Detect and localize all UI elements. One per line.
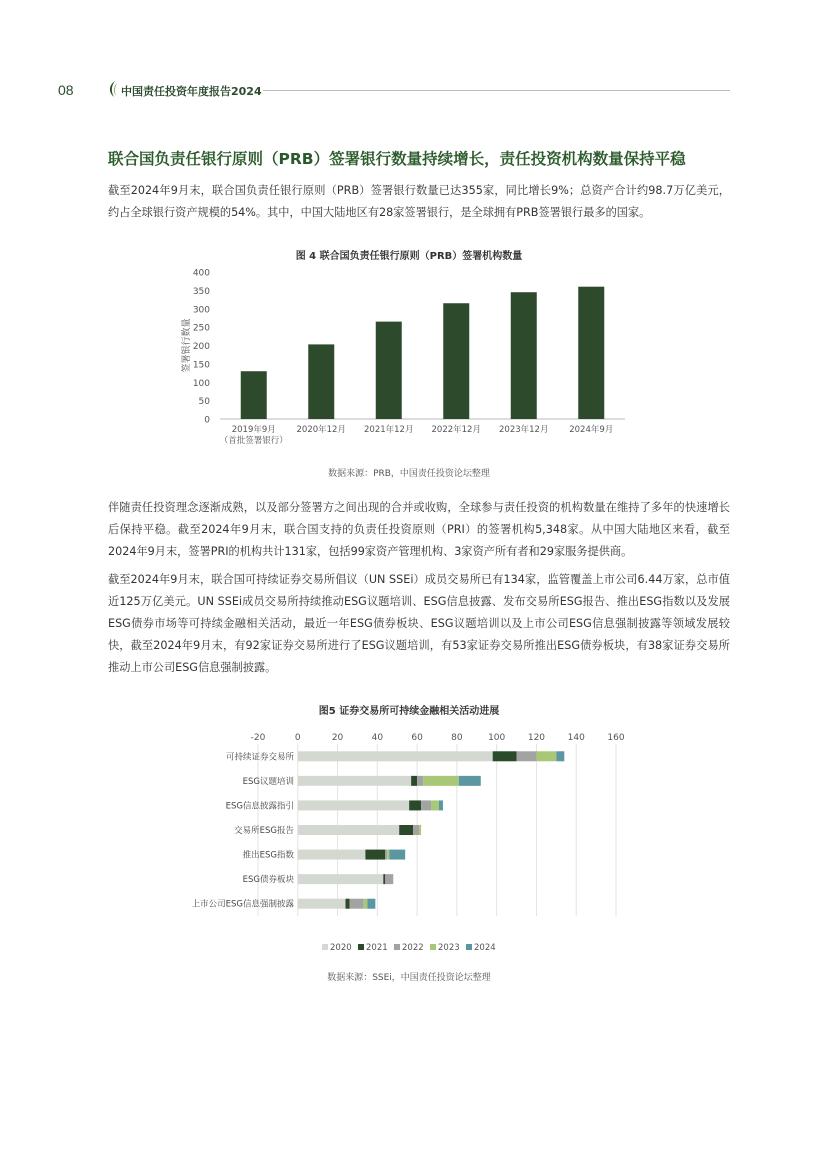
x-tick-label: 2020年12月 bbox=[296, 425, 346, 435]
bar-segment bbox=[298, 776, 411, 786]
x-tick-label: 100 bbox=[488, 733, 506, 743]
paragraph-ssei: 截至2024年9月末，联合国可持续证券交易所倡议（UN SSEi）成员交易所已有134家，监管覆盖上市公司6.44万家，总市值近125万亿美元。UN SSEi成员交易所持续推动ESG议题培训、ESG信息披露、发布交易所ESG报告、推出ESG指数以及发展ESG债券市场等可持续金融相关活动，最近一年ESG债券板块、ESG议题培训以及上市公司ESG信息强制披露等领域发展较快，截至2024年9月末，有92家证券交易所进行了ESG议题培训，有53家证券交易所推出ESG债券板块，有38家证券交易所推动上市公司ESG信息强制披露。 bbox=[108, 573, 730, 674]
bar-segment bbox=[367, 899, 375, 909]
category-label: ESG议题培训 bbox=[242, 776, 294, 787]
category-label: 上市公司ESG信息强制披露 bbox=[191, 899, 294, 910]
bar-segment bbox=[365, 850, 385, 860]
page-header bbox=[58, 80, 730, 102]
legend-swatch bbox=[394, 944, 400, 950]
legend-swatch bbox=[322, 944, 328, 950]
category-label: 交易所ESG报告 bbox=[234, 826, 294, 836]
bar-segment bbox=[536, 751, 556, 761]
bar-segment bbox=[298, 751, 493, 761]
y-tick-label: 150 bbox=[192, 360, 210, 371]
bar-segment bbox=[298, 825, 399, 835]
legend-swatch bbox=[430, 944, 436, 950]
report-title: 中国责任投资年度报告2024 bbox=[121, 85, 262, 98]
category-label: ESG债券板块 bbox=[242, 875, 294, 886]
y-tick-label: 0 bbox=[204, 415, 210, 426]
legend-label: 2023 bbox=[438, 943, 460, 953]
x-tick-label: 140 bbox=[567, 733, 585, 743]
y-tick-label: 300 bbox=[192, 305, 210, 316]
x-tick-label: 2024年9月 bbox=[569, 425, 614, 435]
bar-segment bbox=[387, 850, 389, 860]
bar-segment bbox=[459, 776, 481, 786]
category-label: ESG信息披露指引 bbox=[225, 801, 294, 812]
figure5-title: 图5 证券交易所可持续金融相关活动进展 bbox=[318, 706, 500, 717]
bar-segment bbox=[493, 751, 517, 761]
y-tick-label: 200 bbox=[192, 342, 210, 352]
bar-segment bbox=[556, 751, 564, 761]
bar-segment bbox=[423, 776, 459, 786]
bar bbox=[308, 344, 334, 419]
bar-segment bbox=[389, 850, 405, 860]
bar-segment bbox=[346, 899, 350, 909]
bar-segment bbox=[298, 874, 384, 884]
bar-segment bbox=[439, 800, 443, 810]
x-tick-label: 120 bbox=[527, 733, 546, 743]
bar-segment bbox=[421, 800, 431, 810]
bar-segment bbox=[385, 874, 393, 884]
bar-segment bbox=[363, 899, 367, 909]
x-tick-label: 40 bbox=[371, 733, 384, 743]
legend-label: 2024 bbox=[474, 943, 496, 953]
bar bbox=[443, 303, 469, 419]
paragraph-pri: 伴随责任投资理念逐渐成熟，以及部分签署方之间出现的合并或收购，全球参与责任投资的机构数量在维持了多年的快速增长后保持平稳。截至2024年9月末，联合国支持的负责任投资原则（PRI）的签署机构5,348家。从中国大陆地区来看，截至2024年9月末，签署PRI的机构共计131家，包括99家资产管理机构、3家资产所有者和29家服务提供商。 bbox=[108, 501, 730, 558]
figure5-source: 数据来源：SSEi，中国责任投资论坛整理 bbox=[327, 973, 491, 983]
y-axis-label: 签署银行数量 bbox=[182, 318, 192, 373]
legend-label: 2021 bbox=[366, 943, 388, 953]
figure4-title: 图 4 联合国负责任银行原则（PRB）签署机构数量 bbox=[295, 251, 523, 262]
x-tick-label: 2019年9月 bbox=[231, 425, 276, 435]
bar-segment bbox=[399, 825, 413, 835]
figure4-source: 数据来源：PRB，中国责任投资论坛整理 bbox=[328, 469, 490, 479]
bar-segment bbox=[419, 825, 421, 835]
legend-label: 2020 bbox=[330, 943, 352, 953]
y-tick-label: 250 bbox=[192, 323, 210, 334]
bar-segment bbox=[385, 850, 387, 860]
bar-segment bbox=[349, 899, 363, 909]
x-tick-label: -20 bbox=[250, 733, 266, 743]
bar bbox=[511, 292, 537, 419]
x-tick-label: 60 bbox=[411, 733, 423, 743]
bar bbox=[578, 287, 604, 419]
prb-bar-chart bbox=[160, 262, 640, 447]
x-tick-label: 2021年12月 bbox=[364, 425, 414, 435]
x-tick-label: 2023年12月 bbox=[499, 425, 549, 435]
bar-segment bbox=[298, 800, 409, 810]
x-tick-label: 80 bbox=[451, 733, 463, 743]
bar-segment bbox=[298, 899, 346, 909]
bar-segment bbox=[383, 874, 385, 884]
paragraph-prb: 截至2024年9月末，联合国负责任银行原则（PRB）签署银行数量已达355家，同比增长9%；总资产合计约98.7万亿美元，约占全球银行资产规模的54%。其中，中国大陆地区有28家签署银行，是全球拥有PRB签署银行最多的国家。 bbox=[108, 184, 730, 219]
bar bbox=[241, 371, 267, 419]
y-tick-label: 100 bbox=[192, 378, 210, 389]
bar-segment bbox=[517, 751, 537, 761]
x-tick-label: 2022年12月 bbox=[431, 425, 481, 435]
ssei-stacked-bar-chart bbox=[170, 728, 650, 964]
header-divider bbox=[263, 90, 730, 91]
leaf-logo-icon bbox=[106, 80, 118, 98]
bar-segment bbox=[417, 776, 423, 786]
x-tick-label: 160 bbox=[607, 733, 625, 743]
x-tick-sublabel: （首批签署银行） bbox=[219, 436, 288, 446]
bar bbox=[376, 322, 402, 419]
y-tick-label: 350 bbox=[192, 286, 210, 297]
x-tick-label: 20 bbox=[331, 733, 344, 743]
bar-segment bbox=[298, 850, 366, 860]
legend-swatch bbox=[358, 944, 364, 950]
page-number: 08 bbox=[58, 82, 74, 98]
bar-segment bbox=[431, 800, 439, 810]
category-label: 可持续证券交易所 bbox=[225, 752, 294, 763]
x-tick-label: 0 bbox=[294, 733, 301, 743]
y-tick-label: 400 bbox=[192, 268, 210, 279]
bar-segment bbox=[413, 825, 419, 835]
bar-segment bbox=[409, 800, 421, 810]
category-label: 推出ESG指数 bbox=[242, 850, 294, 861]
y-tick-label: 50 bbox=[198, 397, 210, 408]
bar-segment bbox=[411, 776, 417, 786]
section-title: 联合国负责任银行原则（PRB）签署银行数量持续增长，责任投资机构数量保持平稳 bbox=[108, 150, 686, 168]
legend-swatch bbox=[466, 944, 472, 950]
legend-label: 2022 bbox=[402, 943, 424, 953]
